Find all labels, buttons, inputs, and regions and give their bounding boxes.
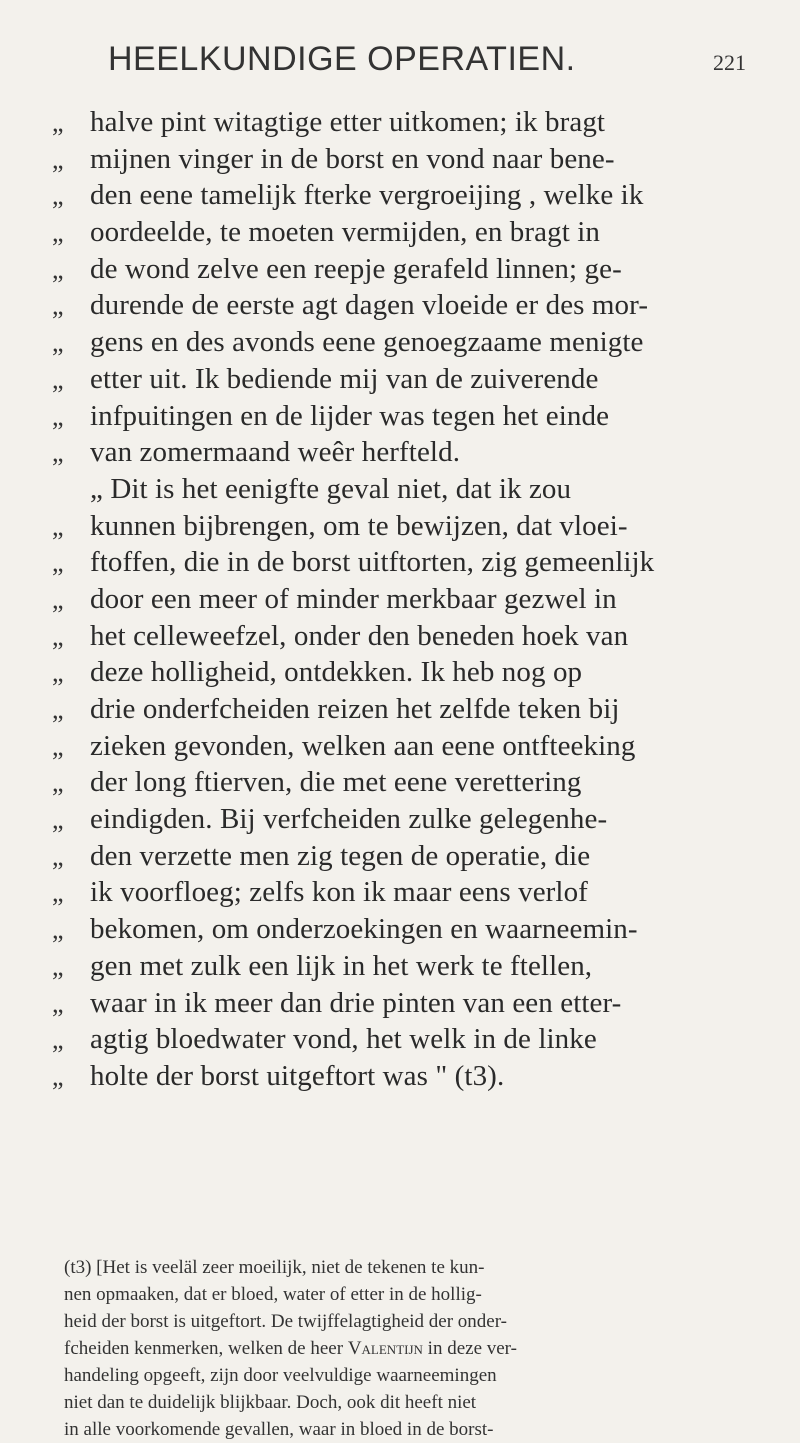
line-text: zieken gevonden, welken aan eene ontfteeking	[90, 729, 636, 762]
line-text: ik voorfloeg; zelfs kon ik maar eens verlof	[90, 876, 588, 909]
footnote-line: (t3) [Het is veeläl zeer moeilijk, niet de tekenen te kun-	[64, 1257, 485, 1278]
quote-mark: „	[52, 951, 64, 981]
text-line	[52, 216, 752, 253]
text-line	[52, 730, 752, 767]
text-line	[52, 179, 752, 216]
line-text: oordeelde, te moeten vermijden, en bragt in	[90, 216, 601, 249]
text-line	[52, 510, 752, 547]
line-text: kunnen bijbrengen, om te bewijzen, dat vloei-	[90, 509, 628, 542]
footnote-line	[64, 1335, 754, 1362]
line-text: van zomermaand weêr herfteld.	[90, 436, 461, 469]
text-line	[52, 436, 752, 473]
text-line	[52, 950, 752, 987]
quote-mark: „	[52, 291, 64, 321]
quote-mark: „	[52, 218, 64, 248]
quote-mark: „	[52, 548, 64, 578]
author-name: Valentijn	[347, 1338, 423, 1359]
text-line	[52, 803, 752, 840]
line-text: „ Dit is het eenigfte geval niet, dat ik zou	[90, 472, 572, 505]
running-head	[108, 40, 748, 90]
text-line	[52, 987, 752, 1024]
line-text: agtig bloedwater vond, het welk in de linke	[90, 1023, 597, 1056]
line-text: gens en des avonds eene genoegzaame menigte	[90, 326, 644, 359]
line-text: gen met zulk een lijk in het werk te ftellen,	[90, 949, 593, 982]
line-text: holte der borst uitgeftort was " (t3).	[90, 1059, 505, 1092]
text-line	[52, 363, 752, 400]
line-text: drie onderfcheiden reizen het zelfde teken bij	[90, 693, 620, 725]
text-line	[52, 546, 752, 583]
quote-mark: „	[52, 108, 64, 137]
text-line	[52, 326, 752, 363]
quote-mark: „	[52, 658, 64, 688]
quote-mark: „	[52, 364, 64, 394]
text-line	[52, 583, 752, 620]
line-text: den eene tamelijk fterke vergroeijing , welke ik	[90, 179, 644, 212]
quote-mark: „	[52, 1061, 64, 1091]
footnote-line: nen opmaaken, dat er bloed, water of etter in de hollig-	[64, 1284, 482, 1305]
quote-mark: „	[52, 878, 64, 908]
quote-mark: „	[52, 695, 64, 724]
text-line	[52, 840, 752, 877]
footnote-text: fcheiden kenmerken, welken de heer	[64, 1338, 348, 1359]
quote-mark: „	[52, 511, 64, 541]
text-line	[52, 400, 752, 437]
text-line	[52, 106, 752, 143]
text-line	[52, 1023, 752, 1060]
page-number: 221	[713, 50, 746, 75]
quote-mark: „	[52, 144, 64, 174]
line-text: door een meer of minder merkbaar gezwel in	[90, 582, 617, 615]
quote-mark: „	[52, 768, 64, 798]
text-line	[52, 473, 752, 510]
quote-mark: „	[52, 841, 64, 871]
line-text: der long ftierven, die met eene verettering	[90, 766, 582, 799]
line-text: waar in ik meer dan drie pinten van een etter-	[90, 986, 622, 1019]
quote-mark: „	[52, 181, 64, 211]
quote-mark: „	[52, 1025, 64, 1055]
footnote-line: niet dan te duidelijk blijkbaar. Doch, ook dit heeft niet	[64, 1392, 477, 1413]
line-text: bekomen, om onderzoekingen en waarneemin-	[90, 913, 638, 946]
text-line	[52, 289, 752, 326]
quote-mark: „	[52, 988, 64, 1018]
text-line	[52, 656, 752, 693]
quote-mark: „	[52, 915, 64, 945]
text-line	[52, 1060, 752, 1097]
text-line	[52, 620, 752, 657]
line-text: de wond zelve een reepje gerafeld linnen; ge-	[90, 252, 622, 285]
line-text: ftoffen, die in de borst uitftorten, zig gemeenlijk	[90, 546, 655, 579]
line-text: durende de eerste agt dagen vloeide er des mor-	[90, 289, 649, 322]
line-text: infpuitingen en de lijder was tegen het einde	[90, 399, 610, 432]
text-line	[52, 876, 752, 913]
footnote-text: in deze ver-	[422, 1338, 517, 1359]
quote-mark: „	[52, 805, 64, 835]
quote-mark: „	[52, 328, 64, 358]
footnote-line: handeling opgeeft, zijn door veelvuldige waarneemingen	[64, 1365, 497, 1386]
quote-mark: „	[52, 584, 64, 614]
text-line	[52, 143, 752, 180]
line-text: het celleweefzel, onder den beneden hoek van	[90, 619, 629, 652]
quote-mark: „	[52, 731, 64, 761]
text-line	[52, 766, 752, 803]
footnote	[64, 1254, 754, 1443]
line-text: etter uit. Ik bediende mij van de zuiverende	[90, 362, 599, 395]
line-text: mijnen vinger in de borst en vond naar bene-	[90, 142, 615, 175]
footnote-line: in alle voorkomende gevallen, waar in bloed in de borst-	[64, 1419, 494, 1440]
text-line	[52, 913, 752, 950]
line-text: eindigden. Bij verfcheiden zulke gelegenhe-	[90, 803, 608, 836]
text-line	[52, 693, 752, 730]
quote-mark: „	[52, 254, 64, 284]
line-text: deze holligheid, ontdekken. Ik heb nog op	[90, 656, 583, 689]
line-text: den verzette men zig tegen de operatie, die	[90, 839, 591, 872]
quote-mark: „	[52, 401, 64, 431]
body-text	[52, 106, 752, 1097]
line-text: halve pint witagtige etter uitkomen; ik bragt	[90, 106, 606, 138]
running-title: HEELKUNDIGE OPERATIEN.	[108, 40, 576, 78]
quote-mark: „	[52, 621, 64, 651]
footnote-line: heid der borst is uitgeftort. De twijffelagtigheid der onder-	[64, 1311, 508, 1332]
quote-mark: „	[52, 438, 64, 468]
text-line	[52, 253, 752, 290]
